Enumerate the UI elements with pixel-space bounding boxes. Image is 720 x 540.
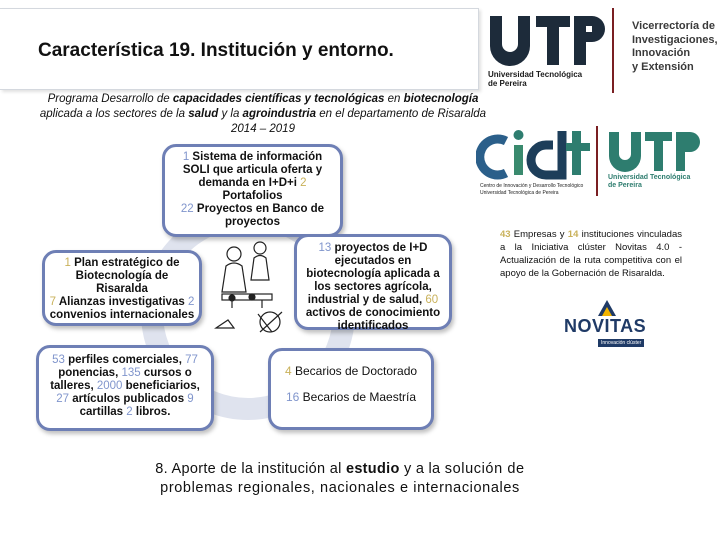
text: activos de conocimiento identificados	[305, 307, 441, 332]
text: Proyectos en Banco de proyectos	[193, 203, 325, 228]
cidt-caption-1: Centro de Innovación y Desarrollo Tecnológico	[480, 183, 584, 189]
subtitle-bold-3: salud	[188, 108, 219, 120]
researchers-illustration	[212, 236, 292, 342]
text: Alianzas investigativas	[56, 296, 188, 308]
program-subtitle	[30, 92, 496, 137]
utp-secondary-caption-1: Universidad Tecnológica	[608, 174, 691, 181]
text: cursos o talleres,	[50, 367, 192, 392]
utp-secondary-caption-2: de Pereira	[608, 182, 642, 189]
subtitle-mid-3: y la	[218, 108, 243, 120]
num: 2	[300, 177, 307, 189]
num: 9	[187, 393, 194, 405]
text: libros.	[132, 406, 171, 418]
text: Becarios de Maestría	[299, 390, 417, 404]
subtitle-bold-1: capacidades científicas y tecnológicas	[172, 93, 385, 105]
text: Sistema de información SOLI que articula oferta y demanda en I+D+i	[182, 151, 323, 189]
text: Plan estratégico de Biotecnología de Risaralda	[70, 257, 180, 295]
contribution-statement	[140, 460, 540, 498]
box-information-system	[162, 144, 343, 237]
subtitle-bold-4: agroindustria	[242, 108, 317, 120]
num: 43	[500, 229, 511, 240]
cluster-note	[500, 228, 682, 280]
vice-line-2: Investigaciones,	[632, 33, 718, 46]
num: 7	[49, 296, 57, 308]
aporte-text-2: y a la	[399, 461, 445, 477]
text: perfiles comerciales,	[64, 354, 186, 366]
vice-line-3: Innovación	[632, 47, 691, 59]
subtitle-post: en el departamento de Risaralda 2014 – 2019	[231, 108, 487, 135]
text: instituciones vinculadas a la Iniciativa clúster Novitas 4.0 - Actualización de la ruta competitiva con el apoyo de la Gobernación de Risaralda.	[500, 229, 683, 279]
num: 1	[64, 257, 71, 269]
text: beneficiarios,	[122, 380, 200, 392]
utp-caption-2: de Pereira	[488, 79, 527, 88]
text: convenios internacionales	[49, 309, 195, 321]
vicerrectoria-text	[632, 20, 718, 74]
num: 27	[56, 393, 70, 405]
num: 135	[121, 367, 141, 379]
cidt-logo	[476, 125, 594, 205]
subtitle-bold-2: biotecnología	[403, 93, 479, 105]
num: 77	[185, 354, 198, 366]
text: Portafolios	[222, 190, 283, 202]
num: 60	[425, 294, 439, 306]
num: 16	[285, 390, 300, 404]
num: 1	[182, 151, 190, 163]
aporte-bold-1: estudio	[345, 461, 400, 477]
num: 2	[126, 406, 133, 418]
text: Becarios de Doctorado	[291, 364, 418, 378]
vice-line-4: y Extensión	[632, 60, 694, 73]
utp-logo	[486, 8, 606, 93]
box-rd-projects	[294, 234, 452, 330]
text: Empresas y	[510, 229, 568, 240]
cidt-caption-2: Universidad Tecnológica de Pereira	[480, 190, 559, 196]
box-outputs	[36, 345, 214, 431]
utp-caption-1: Universidad Tecnológica	[488, 70, 583, 79]
num: 53	[52, 354, 65, 366]
num: 14	[567, 229, 579, 240]
cidt-divider	[596, 126, 598, 196]
aporte-bold-2: solución de problemas regionales, nacionales e internacionales	[160, 461, 525, 496]
vice-line-1: Vicerrectoría de	[632, 20, 715, 32]
utp-secondary-mark	[606, 128, 702, 172]
box-scholarships	[268, 348, 434, 430]
num: 2	[187, 296, 195, 308]
subtitle-pre: Programa Desarrollo de	[47, 93, 173, 105]
page-title: Característica 19. Institución y entorno.	[38, 40, 394, 61]
logo-divider	[612, 8, 614, 93]
num: 13	[318, 242, 332, 254]
text: cartillas	[79, 406, 127, 418]
subtitle-mid-1: en	[384, 93, 404, 105]
utp-logo-secondary	[606, 128, 706, 194]
num: 2000	[96, 380, 123, 392]
subtitle-mid-2: aplicada a los sectores de la	[39, 108, 189, 120]
novitas-mark	[562, 298, 652, 318]
novitas-name: NOVITAS	[564, 316, 647, 336]
novitas-logo	[562, 298, 652, 352]
num: 4	[284, 364, 292, 378]
text: artículos publicados	[69, 393, 188, 405]
novitas-tag: Innovación clúster	[598, 339, 644, 347]
aporte-text-1: 8. Aporte de la institución al	[155, 461, 346, 477]
cidt-logo-mark	[476, 125, 594, 181]
text: proyectos de I+D ejecutados en biotecnología aplicada a los sectores agrícola, industrial y de salud,	[306, 242, 440, 306]
box-strategic-plan	[42, 250, 202, 326]
num: 22	[180, 203, 194, 215]
text: ponencias,	[58, 367, 122, 379]
utp-logo-mark	[486, 8, 606, 68]
